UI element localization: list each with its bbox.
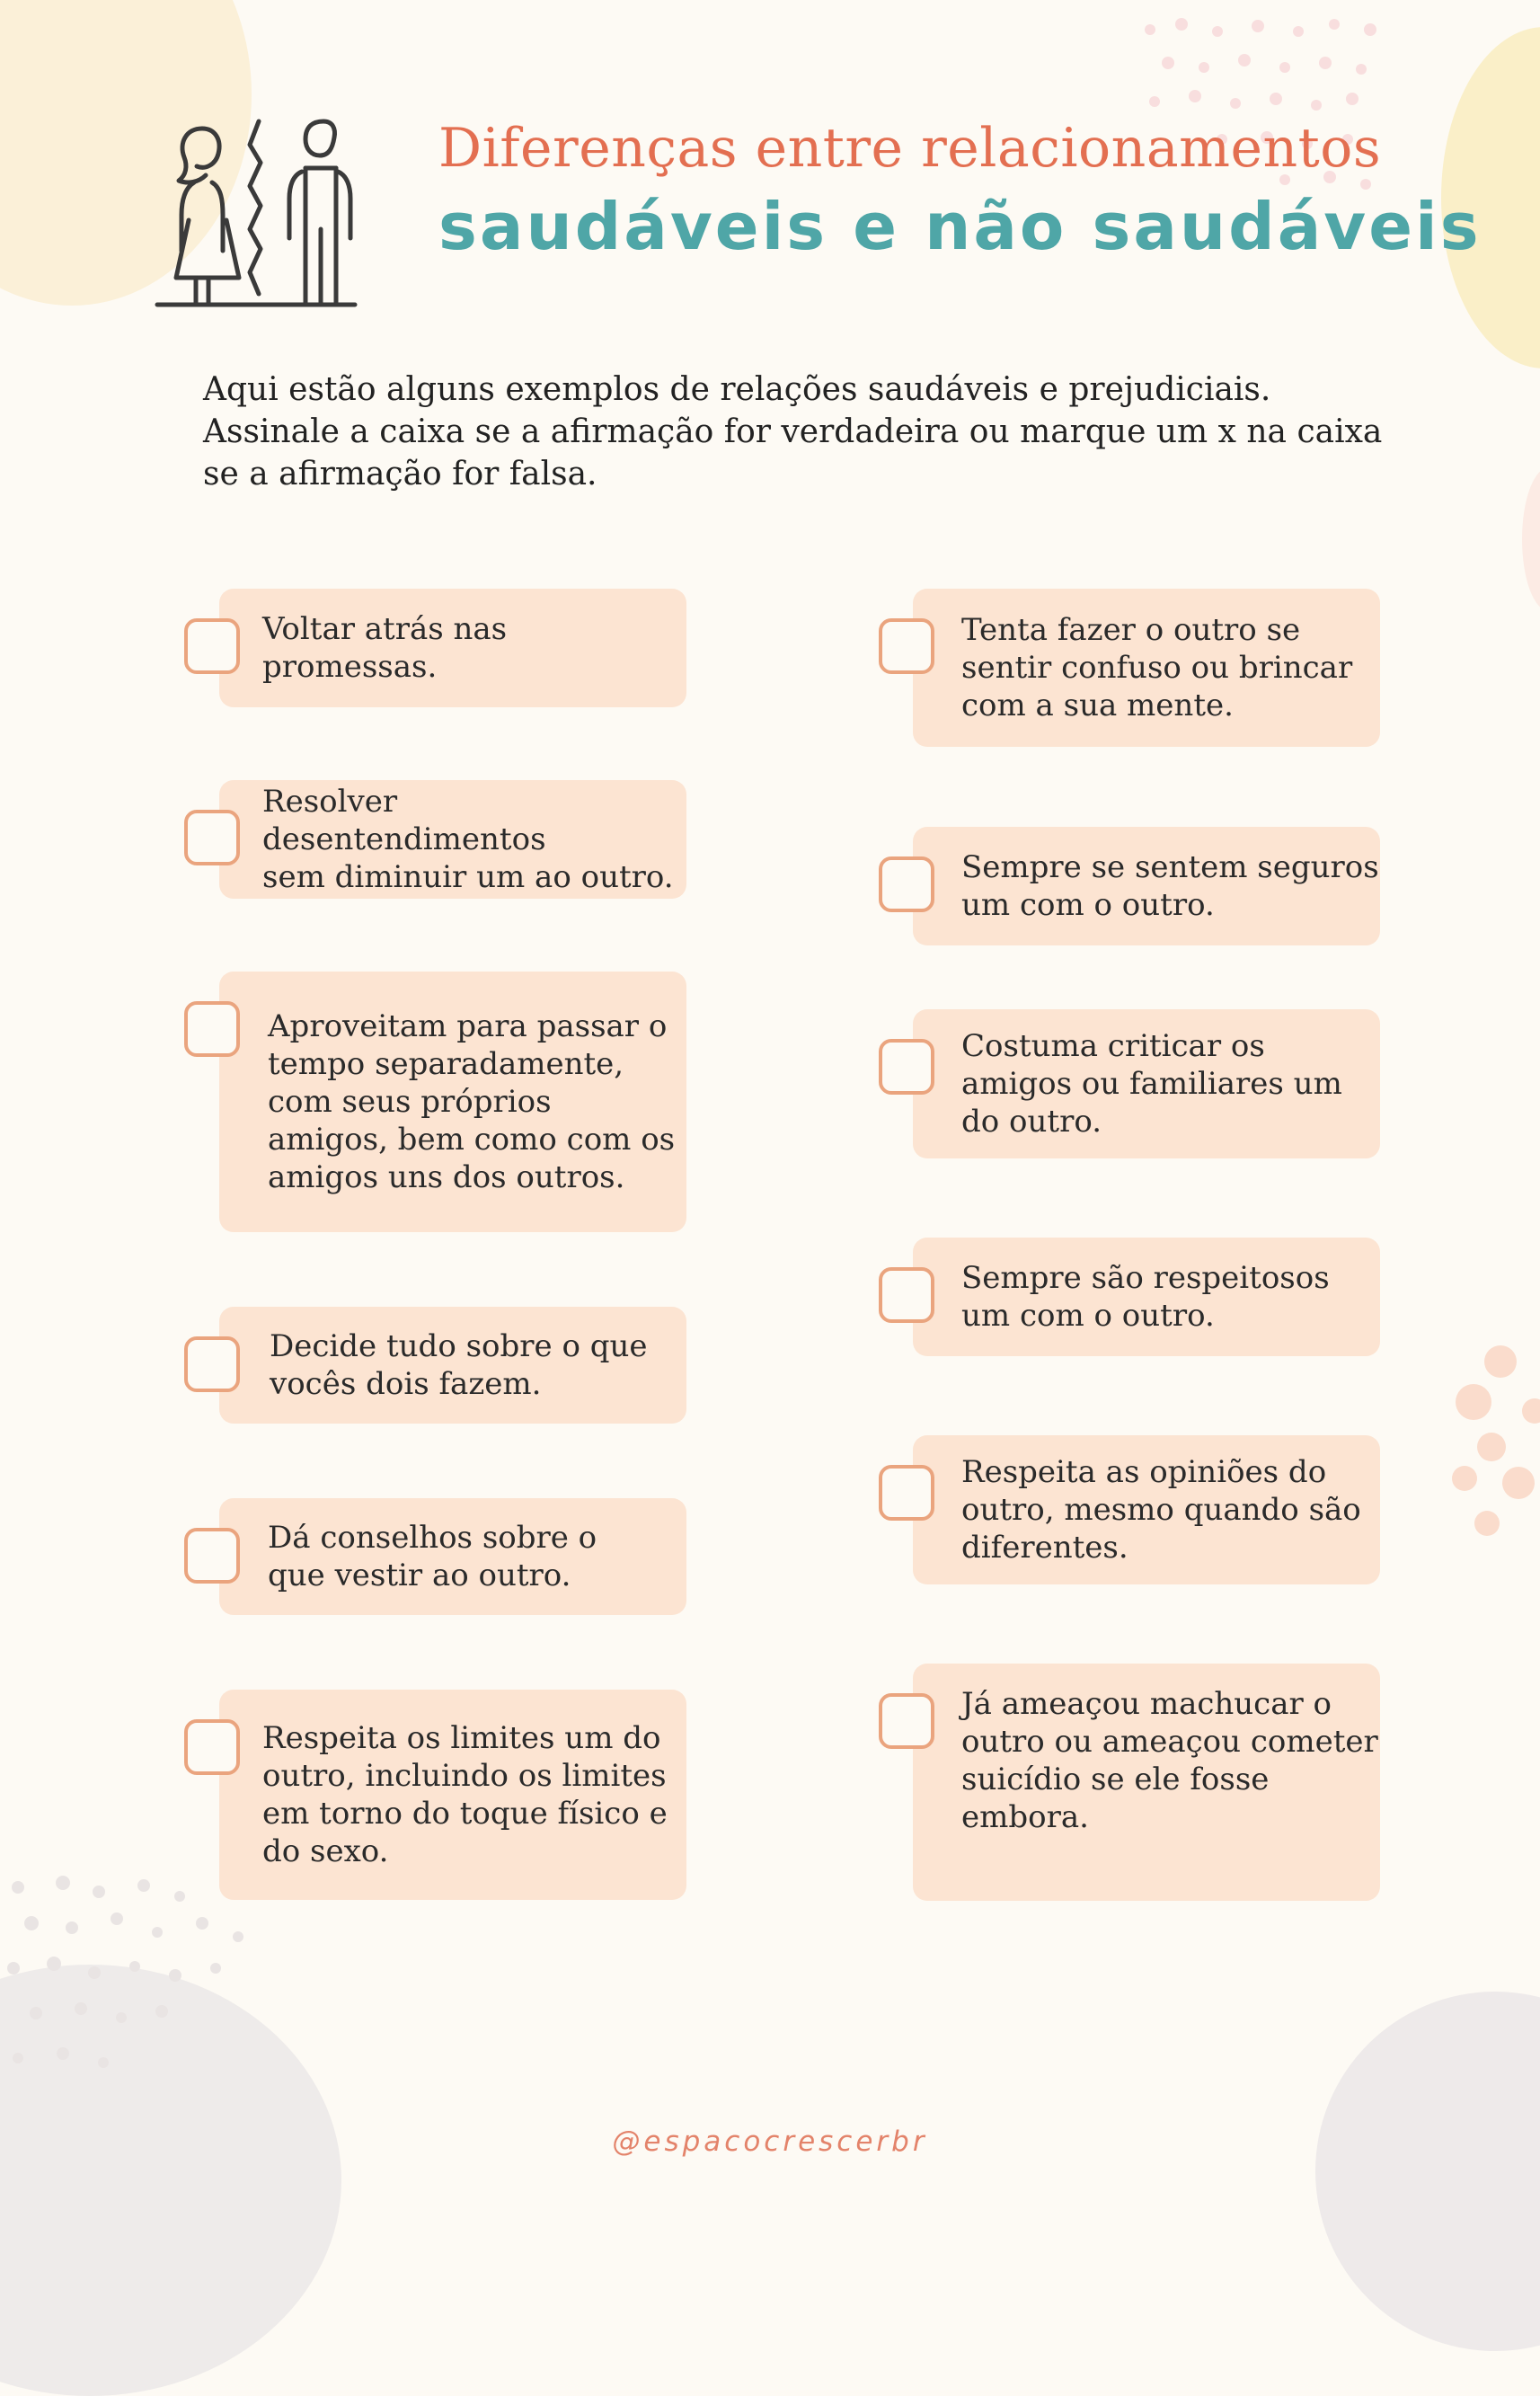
statement-line: diferentes. xyxy=(961,1530,1128,1566)
statement-checkbox-right-5[interactable] xyxy=(879,1465,934,1521)
decorative-blob xyxy=(1315,1992,1540,2351)
instructions-line-1: Aqui estão alguns exemplos de relações saudáveis e prejudiciais. xyxy=(203,371,1271,408)
statement-text xyxy=(961,1027,1342,1140)
statement-text xyxy=(262,610,686,686)
statement-line: outro, mesmo quando são xyxy=(961,1492,1361,1528)
statement-line: um com o outro. xyxy=(961,887,1215,923)
statement-checkbox-left-5[interactable] xyxy=(184,1528,240,1584)
statement-text xyxy=(268,1519,597,1594)
instructions-line-3: se a afirmação for falsa. xyxy=(203,456,597,493)
statement-card-right-1 xyxy=(913,589,1380,747)
decorative-dots-right xyxy=(1447,1330,1540,1564)
statement-line: do sexo. xyxy=(262,1833,389,1869)
statement-line: outro, incluindo os limites xyxy=(262,1758,667,1794)
statement-text xyxy=(262,783,686,896)
statement-text xyxy=(262,1719,668,1870)
statement-text xyxy=(961,1453,1361,1566)
statement-checkbox-left-6[interactable] xyxy=(184,1719,240,1775)
statement-line: amigos uns dos outros. xyxy=(268,1159,625,1195)
statement-line: com a sua mente. xyxy=(961,688,1234,723)
statement-line: tempo separadamente, xyxy=(268,1046,624,1082)
title-line-1: Diferenças entre relacionamentos xyxy=(438,117,1382,180)
statement-checkbox-right-4[interactable] xyxy=(879,1267,934,1323)
statement-line: Respeita os limites um do xyxy=(262,1720,661,1756)
statement-card-left-4 xyxy=(219,1307,686,1424)
statement-line: amigos ou familiares um xyxy=(961,1066,1342,1102)
decorative-dots-bottom-left xyxy=(0,1869,270,2103)
statement-text xyxy=(270,1327,648,1403)
statement-text xyxy=(961,848,1379,924)
statement-checkbox-right-1[interactable] xyxy=(879,618,934,674)
decorative-blob xyxy=(1522,467,1540,611)
statement-checkbox-right-6[interactable] xyxy=(879,1693,934,1749)
statement-card-right-2 xyxy=(913,827,1380,945)
statement-card-left-5 xyxy=(219,1498,686,1615)
statement-line: sem diminuir um ao outro. xyxy=(262,859,674,895)
statement-checkbox-left-1[interactable] xyxy=(184,618,240,674)
statement-card-right-5 xyxy=(913,1435,1380,1584)
statement-line: Aproveitam para passar o xyxy=(268,1008,668,1044)
statement-line: Tenta fazer o outro se xyxy=(961,612,1301,648)
statement-card-left-3 xyxy=(219,972,686,1232)
statement-line: sentir confuso ou brincar xyxy=(961,650,1353,686)
statement-text xyxy=(268,1007,675,1196)
statement-checkbox-left-4[interactable] xyxy=(184,1336,240,1392)
statement-checkbox-right-3[interactable] xyxy=(879,1039,934,1095)
statement-checkbox-left-3[interactable] xyxy=(184,1001,240,1057)
statement-text xyxy=(961,1259,1330,1335)
footer-handle: @espacocrescerbr xyxy=(612,2125,928,2158)
statement-line: Decide tudo sobre o que xyxy=(270,1328,648,1364)
statement-line: Sempre se sentem seguros xyxy=(961,849,1379,885)
statement-card-right-3 xyxy=(913,1009,1380,1158)
couple-icon xyxy=(153,112,359,310)
statement-line: outro ou ameaçou cometer xyxy=(961,1724,1378,1760)
instructions-line-2: Assinale a caixa se a afirmação for verdadeira ou marque um x na caixa xyxy=(203,413,1383,450)
statement-line: em torno do toque físico e xyxy=(262,1796,668,1832)
statement-text xyxy=(961,1685,1378,1836)
title-line-2: saudáveis e não saudáveis xyxy=(438,189,1482,264)
statement-card-left-1 xyxy=(219,589,686,707)
statement-card-left-2 xyxy=(219,780,686,899)
statement-line: suicídio se ele fosse xyxy=(961,1762,1270,1797)
instructions xyxy=(203,368,1398,495)
statement-card-right-4 xyxy=(913,1238,1380,1356)
statement-card-left-6 xyxy=(219,1690,686,1900)
statement-line: amigos, bem como com os xyxy=(268,1122,676,1158)
statement-line: Respeita as opiniões do xyxy=(961,1454,1327,1490)
decorative-dots-top xyxy=(1132,13,1402,211)
statement-card-right-6 xyxy=(913,1664,1380,1901)
statement-line: embora. xyxy=(961,1799,1089,1835)
statement-line: Costuma criticar os xyxy=(961,1028,1265,1064)
statement-checkbox-right-2[interactable] xyxy=(879,856,934,912)
statement-line: do outro. xyxy=(961,1104,1102,1140)
statement-line: Voltar atrás nas promessas. xyxy=(262,611,508,685)
statement-line: Sempre são respeitosos xyxy=(961,1260,1330,1296)
statement-checkbox-left-2[interactable] xyxy=(184,810,240,865)
statement-text xyxy=(961,611,1352,724)
statement-line: um com o outro. xyxy=(961,1298,1215,1334)
statement-line: com seus próprios xyxy=(268,1084,552,1120)
statement-line: Resolver desentendimentos xyxy=(262,784,546,857)
statement-line: que vestir ao outro. xyxy=(268,1557,571,1593)
statement-line: vocês dois fazem. xyxy=(270,1366,542,1402)
statement-line: Já ameaçou machucar o xyxy=(961,1686,1332,1722)
statement-line: Dá conselhos sobre o xyxy=(268,1520,597,1556)
